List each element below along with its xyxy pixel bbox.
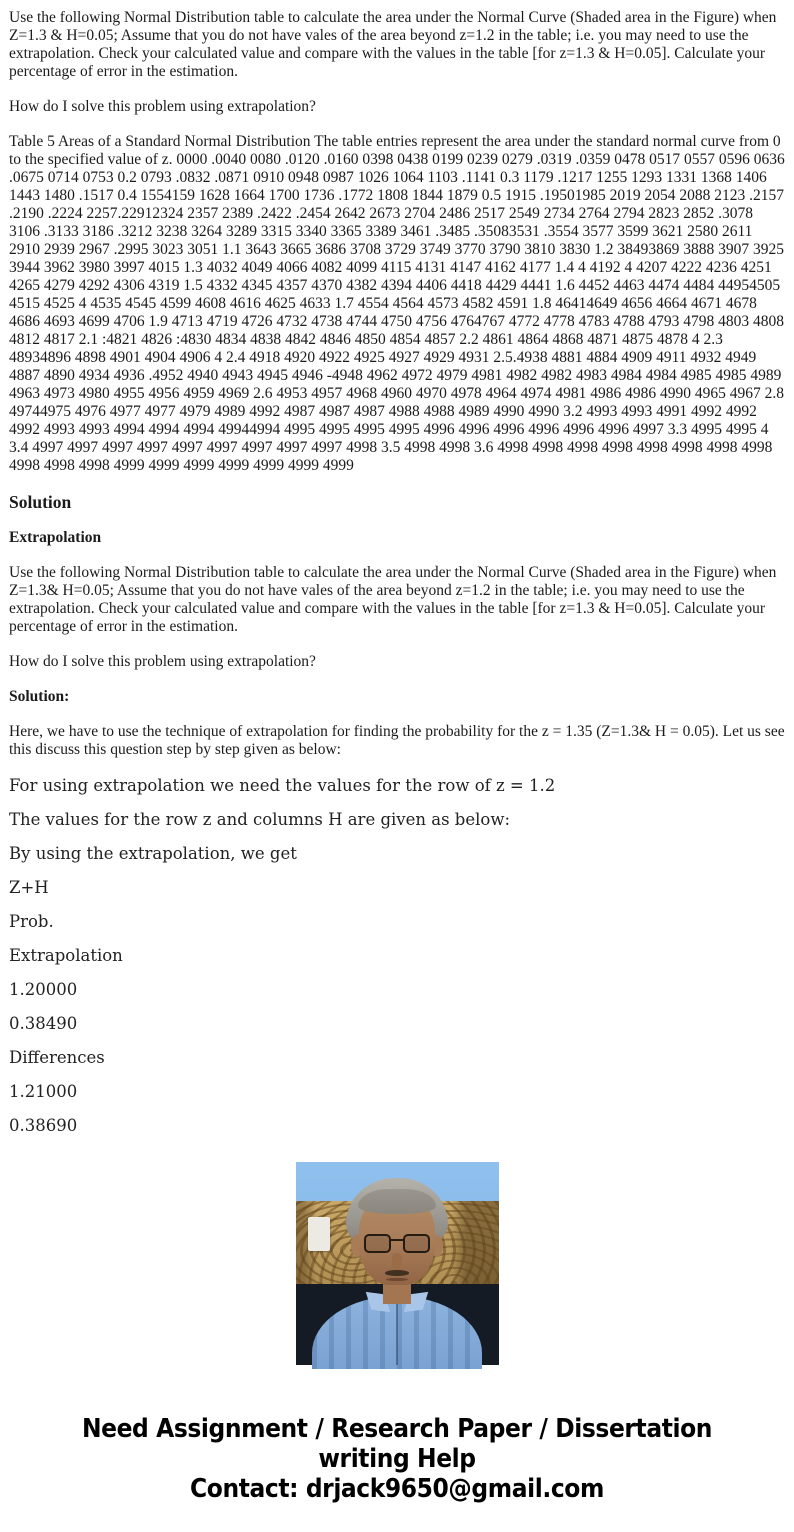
calc-line-z-value-1: 1.20000 — [9, 980, 78, 999]
restated-question-text: Use the following Normal Distribution table to calculate the area under the Normal Curve (Shaded area in the Figure) when Z=1.3& H=0.05; Assume that you do not have vales of the area beyond z=1.2 in the table; i.e. you may need to use the extrapolation. Check your calculated value and compare with the values in the table [for z=1.3 & H=0.05]. Calculate your percentage of error in the estimation. — [9, 564, 777, 635]
document-page — [0, 9, 794, 1504]
solution-label: Solution: — [9, 688, 70, 705]
photo-nose — [392, 1253, 402, 1269]
promo-line-2: writing Help — [318, 1444, 476, 1474]
photo-mustache — [385, 1270, 409, 1276]
photo-lens-left — [364, 1234, 391, 1253]
calc-line-differences: Differences — [9, 1048, 105, 1067]
restated-question-prompt: How do I solve this problem using extrapolation? — [9, 653, 316, 670]
calc-line-prob: Prob. — [9, 912, 54, 931]
calc-line-prob-value-1: 0.38490 — [9, 1014, 78, 1033]
promo-contact-email: Contact: drjack9650@gmail.com — [190, 1474, 604, 1504]
step-need-row-text: For using extrapolation we need the values for the row of z = 1.2 — [9, 776, 556, 795]
question-text: Use the following Normal Distribution table to calculate the area under the Normal Curve (Shaded area in the Figure) when Z=1.3 & H=0.05; Assume that you do not have vales of the area beyond z=1.2 in the table; i.e. you may need to use the extrapolation. Check your calculated value and compare with the values in the table [for z=1.3 & H=0.05]. Calculate your percentage of error in the estimation. — [9, 9, 777, 80]
photo-section — [0, 1162, 794, 1365]
photo-hairline — [358, 1189, 435, 1213]
instructor-photo — [296, 1162, 499, 1365]
question-prompt: How do I solve this problem using extrapolation? — [9, 98, 316, 115]
solution-intro-text: Here, we have to use the technique of extrapolation for finding the probability for the z = 1.35 (Z=1.3& H = 0.05). Let us see this discuss this question step by step given as below: — [9, 723, 785, 758]
step-values-note-text: The values for the row z and columns H are given as below: — [9, 810, 511, 829]
promo-line-1: Need Assignment / Research Paper / Dissertation — [81, 1414, 713, 1444]
calc-line-prob-value-2: 0.38690 — [9, 1116, 78, 1135]
photo-switch-plate — [308, 1217, 330, 1252]
calc-line-extrapolation: Extrapolation — [9, 946, 123, 965]
photo-lens-right — [403, 1234, 430, 1253]
calc-line-z-plus-h: Z+H — [9, 878, 49, 897]
promo-footer — [0, 1414, 794, 1504]
calc-line-z-value-2: 1.21000 — [9, 1082, 78, 1101]
photo-glasses-bridge — [391, 1239, 403, 1241]
normal-distribution-table-text: Table 5 Areas of a Standard Normal Distribution The table entries represent the area under the standard normal curve from 0 to the specified value of z. 0000 .0040 0080 .0120 .0160 0398 0438 0199 0239 0279 .0319 .0359 0478 0517 0557 0596 0636 .0675 0714 0753 0.2 0793 .0832 .0871 0910 0948 0987 1026 1064 1103 .1141 0.3 1179 .1217 1255 1293 1331 1368 1406 1443 1480 .1517 0.4 1554159 1628 1664 1700 1736 .1772 1808 1844 1879 0.5 1915 .19501985 2019 2054 2088 2123 .2157 .2190 .2224 2257.22912324 2357 2389 .2422 .2454 2642 2673 2704 2486 2517 2549 2734 2764 2794 2823 2852 .3078 3106 .3133 3186 .3212 3238 3264 3289 3315 3340 3365 3389 3461 .3485 .35083531 .3554 3577 3599 3621 2580 2611 2910 2939 2967 .2995 3023 3051 1.1 3643 3665 3686 3708 3729 3749 3770 3790 3810 3830 1.2 38493869 3888 3907 3925 3944 3962 3980 3997 4015 1.3 4032 4049 4066 4082 4099 4115 4131 4147 4162 4177 1.4 4 4192 4 4207 4222 4236 4251 4265 4279 4292 4306 4319 1.5 4332 4345 4357 4370 4382 4394 4406 4418 4429 4441 1.6 4452 4463 4474 4484 44954505 4515 4525 4 4535 4545 4599 4608 4616 4625 4633 1.7 4554 4564 4573 4582 4591 1.8 46414649 4656 4664 4671 4678 4686 4693 4699 4706 1.9 4713 4719 4726 4732 4738 4744 4750 4756 4764767 4772 4778 4783 4788 4793 4798 4803 4808 4812 4817 2.1 :4821 4826 :4830 4834 4838 4842 4846 4850 4854 4857 2.2 4861 4864 4868 4871 4875 4878 4 2.3 48934896 4898 4901 4904 4906 4 2.4 4918 4920 4922 4925 4927 4929 4931 2.5.4938 4881 4884 4909 4911 4932 4949 4887 4890 4934 4936 .4952 4940 4943 4945 4946 -4948 4962 4972 4979 4981 4982 4982 4983 4984 4984 4985 4985 4989 4963 4973 4980 4955 4956 4959 4969 2.6 4953 4957 4968 4960 4970 4978 4964 4974 4981 4986 4986 4990 4965 4967 2.8 49744975 4976 4977 4977 4979 4989 4992 4987 4987 4987 4988 4988 4989 4990 4990 3.2 4993 4993 4991 4992 4992 4992 4993 4993 4994 4994 4994 49944994 4995 4995 4995 4995 4996 4996 4996 4996 4996 4996 4997 3.3 4995 4995 4 3.4 4997 4997 4997 4997 4997 4997 4997 4997 4997 4998 3.5 4998 4998 3.6 4998 4998 4998 4998 4998 4998 4998 4998 4998 4998 4998 4999 4999 4999 4999 4999 4999 4999 — [9, 133, 785, 474]
step-by-using-text: By using the extrapolation, we get — [9, 844, 297, 863]
solution-heading: Solution — [9, 492, 72, 512]
glasses-icon — [364, 1234, 431, 1253]
extrapolation-heading: Extrapolation — [9, 529, 102, 546]
photo-shirt-placket — [396, 1304, 399, 1365]
question-solution-content — [0, 9, 794, 1135]
